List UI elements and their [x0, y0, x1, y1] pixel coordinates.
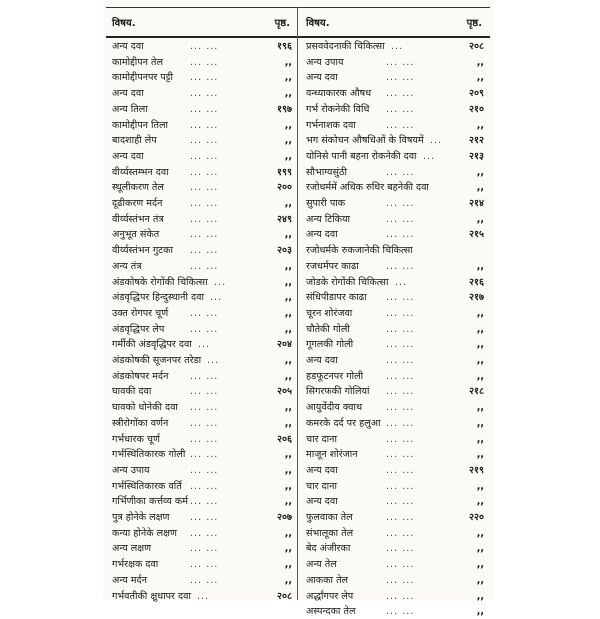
entry-page-number: ,,: [284, 307, 292, 319]
entry-leader-dots: ... ...: [190, 307, 219, 319]
index-entry: [304, 150, 486, 164]
entry-title: अन्य उपाय: [306, 56, 344, 68]
entry-page-number: ,,: [476, 543, 484, 555]
entry-page-number: ,,: [284, 402, 292, 414]
entry-leader-dots: ... ...: [386, 370, 415, 382]
index-entry: [304, 103, 486, 117]
index-entry: [304, 370, 486, 384]
entry-leader-dots: ... ...: [386, 449, 415, 461]
entry-page-number: ,,: [284, 480, 292, 492]
entry-leader-dots: ... ...: [386, 527, 415, 539]
entry-title: जोडके रोगोंकी चिकित्सा: [306, 276, 389, 288]
entry-page-number: ,,: [284, 88, 292, 100]
entry-leader-dots: ... ...: [386, 606, 415, 618]
index-entry: [110, 87, 294, 101]
entry-page-number: ,,: [284, 72, 292, 84]
index-entry: [110, 558, 294, 572]
index-entry: [110, 417, 294, 431]
entry-leader-dots: ... ...: [386, 480, 415, 492]
entry-page-number: ,,: [476, 590, 484, 602]
entry-leader-dots: ... ...: [190, 449, 219, 461]
entry-leader-dots: ... ...: [190, 433, 219, 445]
entry-title: अन्य दवा: [112, 150, 144, 162]
entry-page-number: ,,: [476, 527, 484, 539]
entry-leader-dots: ... ...: [386, 543, 415, 555]
index-entry: [304, 464, 486, 478]
index-entry: [304, 244, 486, 258]
entry-page-number: ,,: [284, 543, 292, 555]
entry-page-number: ,,: [284, 229, 292, 241]
left-subject-heading: विषय.: [112, 18, 136, 29]
entry-title: अन्य मर्दन: [112, 574, 147, 586]
entry-page-number: ,,: [284, 464, 292, 476]
entry-leader-dots: ... ...: [190, 88, 219, 100]
entry-leader-dots: ... ...: [386, 119, 415, 131]
entry-page-number: ,,: [476, 417, 484, 429]
entry-title: अंडवृद्धिपर हिन्दुस्थानी दवा: [112, 292, 204, 304]
entry-title: आयुर्वेदीय क्वाथ: [306, 402, 363, 414]
entry-leader-dots: ...: [210, 292, 223, 304]
index-entry: [304, 134, 486, 148]
entry-page-number: १९७: [277, 103, 292, 115]
entry-leader-dots: ... ...: [386, 229, 415, 241]
entry-page-number: २१९: [469, 464, 484, 476]
entry-leader-dots: ... ...: [190, 480, 219, 492]
entry-page-number: २१६: [469, 276, 484, 288]
entry-title: उक्त रोगपर चूर्ण: [112, 307, 169, 319]
entry-page-number: २१८: [469, 386, 484, 398]
column-divider: [297, 7, 298, 600]
entry-title: अन्य दवा: [306, 464, 338, 476]
entry-title: वीर्य्यस्तंभन गुटका: [112, 245, 173, 257]
entry-title: अन्य तंत्र: [112, 260, 142, 272]
entry-leader-dots: ... ...: [190, 559, 219, 571]
entry-leader-dots: ... ...: [386, 103, 415, 115]
index-entry: [304, 511, 486, 525]
entry-title: अन्य दवा: [306, 229, 338, 241]
entry-page-number: ,,: [476, 355, 484, 366]
entry-page-number: ,,: [476, 119, 484, 131]
entry-title: अन्य दवा: [306, 72, 338, 84]
index-entry: [110, 527, 294, 541]
index-entry: [110, 71, 294, 85]
entry-title: घावको धोनेकी दवा: [112, 402, 178, 414]
entry-leader-dots: ... ...: [386, 496, 415, 508]
entry-title: अंडवृद्धिपर लेप: [112, 323, 165, 335]
entry-leader-dots: ...: [423, 150, 436, 162]
entry-title: पुत्र होनेके लक्षण: [112, 512, 170, 523]
entry-leader-dots: ... ...: [190, 229, 219, 241]
index-entry: [304, 354, 486, 368]
index-entry: [304, 417, 486, 431]
entry-title: चार दाना: [306, 480, 337, 492]
entry-page-number: ,,: [284, 276, 292, 288]
entry-leader-dots: ... ...: [190, 464, 219, 476]
entry-title: फुलवाका तेल: [306, 512, 353, 523]
index-entry: [304, 448, 486, 462]
entry-title: सौभाग्यसुंठी: [306, 166, 348, 178]
index-entry: [304, 260, 486, 274]
entry-title: आकका तेल: [306, 574, 349, 586]
entry-page-number: १९६: [277, 41, 292, 52]
index-entry: [110, 590, 294, 604]
entry-page-number: ,,: [284, 355, 292, 366]
entry-leader-dots: ... ...: [190, 245, 219, 257]
index-entry: [110, 197, 294, 211]
entry-leader-dots: ... ...: [386, 213, 415, 225]
entry-page-number: ,,: [284, 323, 292, 335]
entry-title: अंडकोषपर मर्दन: [112, 370, 169, 382]
entry-title: गर्भवतीकी क्षुधापर दवा: [112, 590, 191, 602]
entry-leader-dots: ... ...: [190, 72, 219, 84]
entry-leader-dots: ... ...: [190, 512, 219, 523]
entry-page-number: ,,: [284, 292, 292, 304]
index-entry: [110, 401, 294, 415]
entry-leader-dots: ... ...: [190, 182, 219, 194]
entry-page-number: २०८: [277, 590, 292, 602]
entry-leader-dots: ... ...: [190, 41, 219, 52]
index-entry: [110, 370, 294, 384]
entry-title: गर्मीकी अंडवृद्धिपर दवा: [112, 339, 192, 351]
entry-leader-dots: ... ...: [190, 496, 219, 508]
index-entry: [110, 448, 294, 462]
index-entry: [110, 433, 294, 447]
right-subject-heading: विषय.: [306, 18, 330, 29]
entry-leader-dots: ... ...: [190, 213, 219, 225]
index-entry: [304, 574, 486, 588]
entry-page-number: २४९: [277, 213, 292, 225]
entry-leader-dots: ... ...: [190, 386, 219, 398]
index-entry: [110, 134, 294, 148]
index-entry: [304, 542, 486, 556]
entry-title: बेद अंजीरका: [306, 543, 351, 555]
index-entry: [304, 480, 486, 494]
entry-page-number: ,,: [476, 166, 484, 178]
entry-leader-dots: ... ...: [190, 260, 219, 272]
entry-leader-dots: ... ...: [386, 166, 415, 178]
entry-title: कामोद्दीपन तेल: [112, 56, 163, 68]
entry-page-number: ,,: [476, 433, 484, 445]
entry-leader-dots: ... ...: [190, 402, 219, 414]
entry-title: सिगरफकी गोलियां: [306, 386, 370, 398]
entry-title: गूगलकी गोली: [306, 339, 354, 351]
entry-title: कन्या होनेके लक्षण: [112, 527, 177, 539]
entry-title: गर्भिणीका कर्त्तव्य कर्म: [112, 496, 188, 508]
entry-leader-dots: ... ...: [386, 386, 415, 398]
entry-leader-dots: ... ...: [386, 355, 415, 366]
entry-page-number: २१७: [469, 292, 484, 304]
entry-title: वीर्य्यस्तंभन तंत्र: [112, 213, 164, 225]
entry-title: गर्भरक्षक दवा: [112, 559, 159, 571]
entry-leader-dots: ... ...: [190, 574, 219, 586]
entry-page-number: ,,: [284, 150, 292, 162]
index-entry: [304, 605, 486, 619]
index-entry: [304, 338, 486, 352]
index-entry: [304, 40, 486, 54]
entry-page-number: २१५: [469, 229, 484, 241]
left-column: [110, 8, 294, 602]
entry-page-number: ,,: [476, 213, 484, 225]
entry-leader-dots: ... ...: [386, 402, 415, 414]
entry-title: स्थूलीकरण तेल: [112, 182, 164, 194]
entry-title: अस्पन्दका तेल: [306, 606, 356, 618]
entry-title: कमरके दर्द पर हलुआ: [306, 417, 381, 429]
entry-title: चूरन शोरंजवा: [306, 307, 353, 319]
entry-title: सुपारी पाक: [306, 198, 346, 209]
index-entry: [110, 307, 294, 321]
entry-leader-dots: ... ...: [386, 559, 415, 571]
entry-leader-dots: ... ...: [386, 464, 415, 476]
right-page-heading: पृष्ठ.: [466, 18, 482, 29]
index-entry: [304, 401, 486, 415]
entry-leader-dots: ... ...: [386, 260, 415, 272]
entry-page-number: ,,: [476, 480, 484, 492]
entry-page-number: २०८: [469, 41, 484, 52]
entry-leader-dots: ... ...: [386, 56, 415, 68]
entry-title: संभालूका तेल: [306, 527, 354, 539]
entry-page-number: ,,: [284, 56, 292, 68]
entry-title: रजोधर्मके रुकजानेकी चिकित्सा: [306, 245, 413, 257]
entry-title: चार दाना: [306, 433, 337, 445]
entry-title: अन्य दवा: [306, 355, 338, 366]
index-entry: [304, 119, 486, 133]
left-column-header: [110, 8, 294, 36]
entry-page-number: २०४: [277, 339, 292, 351]
entry-title: वन्ध्याकारक औषध: [306, 88, 372, 100]
entry-title: कामोद्दीपनपर पट्टी: [112, 72, 174, 84]
entry-title: अन्य लक्षण: [112, 543, 152, 555]
entry-page-number: ,,: [476, 370, 484, 382]
entry-page-number: ,,: [476, 307, 484, 319]
entry-title: चौतेकी गोली: [306, 323, 350, 335]
entry-page-number: २१४: [469, 198, 484, 209]
index-entry: [110, 244, 294, 258]
entry-title: कामोद्दीपन तिला: [112, 119, 168, 131]
entry-page-number: ,,: [476, 496, 484, 508]
entry-leader-dots: ... ...: [190, 543, 219, 555]
entry-leader-dots: ...: [395, 276, 408, 288]
entry-leader-dots: ... ...: [386, 574, 415, 586]
entry-page-number: ,,: [284, 260, 292, 272]
index-entry: [110, 166, 294, 180]
index-entry: [110, 150, 294, 164]
entry-page-number: २०९: [469, 88, 484, 100]
index-entry: [110, 103, 294, 117]
entry-title: अन्य दवा: [112, 41, 144, 52]
entry-title: रजोधर्ममें अधिक रुधिर बहनेकी दवा: [306, 182, 429, 194]
entry-page-number: ,,: [476, 559, 484, 571]
entry-leader-dots: ...: [198, 339, 211, 351]
entry-leader-dots: ...: [430, 135, 443, 147]
index-entry: [110, 119, 294, 133]
index-entry: [304, 166, 486, 180]
entry-page-number: ,,: [284, 135, 292, 147]
entry-leader-dots: ... ...: [190, 166, 219, 178]
entry-leader-dots: ...: [391, 41, 404, 52]
entry-title: वीर्य्यस्तम्भन दवा: [112, 166, 169, 178]
entry-page-number: ,,: [284, 527, 292, 539]
entry-title: अंडकोषके रोगोंकी चिकित्सा: [112, 276, 208, 288]
entry-leader-dots: ...: [207, 355, 220, 366]
index-entry: [110, 56, 294, 70]
index-entry: [304, 433, 486, 447]
right-column: [304, 8, 486, 618]
index-entry: [304, 590, 486, 604]
header-rule: [106, 36, 490, 38]
index-entry: [110, 276, 294, 290]
index-entry: [304, 385, 486, 399]
entry-title: अन्य दवा: [112, 88, 144, 100]
index-entry: [110, 354, 294, 368]
entry-title: गर्भस्थितिकारक गोली: [112, 449, 186, 461]
index-entry: [110, 574, 294, 588]
entry-page-number: ,,: [284, 449, 292, 461]
entry-page-number: २०७: [277, 512, 292, 523]
entry-title: रजधर्मपर काढा: [306, 260, 359, 272]
index-entry: [110, 181, 294, 195]
index-entry: [110, 260, 294, 274]
entry-title: हडफूटनपर गोली: [306, 370, 364, 382]
index-entry: [110, 338, 294, 352]
index-entry: [110, 495, 294, 509]
entry-title: गर्भ रोकनेकी विधि: [306, 103, 370, 115]
entry-page-number: २००: [277, 182, 292, 194]
entry-page-number: २२०: [469, 512, 484, 523]
index-entry: [304, 527, 486, 541]
index-entry: [304, 307, 486, 321]
entry-leader-dots: ... ...: [386, 417, 415, 429]
entry-leader-dots: ... ...: [190, 323, 219, 335]
index-entry: [110, 464, 294, 478]
entry-title: अन्य दवा: [306, 496, 338, 508]
entry-leader-dots: ... ...: [190, 135, 219, 147]
entry-title: बादशाही लेप: [112, 135, 157, 147]
entry-title: माजून शोरंजान: [306, 449, 358, 461]
entry-title: अंडकोषकी सूजनपर तरेडा: [112, 355, 202, 366]
entry-title: घावकी दवा: [112, 386, 152, 398]
index-entry: [304, 56, 486, 70]
index-entry: [110, 213, 294, 227]
entry-leader-dots: ... ...: [386, 292, 415, 304]
entry-title: योनिसे पानी बहना रोकनेकी दवा: [306, 150, 417, 162]
entry-page-number: १९९: [277, 166, 292, 178]
entry-title: अन्य उपाय: [112, 464, 150, 476]
entry-page-number: ,,: [476, 402, 484, 414]
entry-page-number: २०६: [277, 433, 292, 445]
entry-page-number: ,,: [284, 417, 292, 429]
entry-leader-dots: ... ...: [190, 527, 219, 539]
index-entry: [110, 40, 294, 54]
entry-leader-dots: ... ...: [386, 307, 415, 319]
index-entry: [110, 291, 294, 305]
entry-leader-dots: ... ...: [386, 198, 415, 209]
entry-leader-dots: ... ...: [386, 590, 415, 602]
entry-page-number: ,,: [284, 574, 292, 586]
entry-page-number: ,,: [476, 56, 484, 68]
entry-leader-dots: ... ...: [386, 339, 415, 351]
entry-title: दूढीकरण मर्दन: [112, 198, 163, 209]
entry-title: अन्य तेल: [306, 559, 337, 571]
entry-page-number: २०५: [277, 386, 292, 398]
entry-leader-dots: ... ...: [190, 56, 219, 68]
index-entry: [304, 276, 486, 290]
entry-page-number: ,,: [284, 496, 292, 508]
entry-page-number: ,,: [284, 119, 292, 131]
entry-page-number: २१०: [469, 103, 484, 115]
entry-leader-dots: ... ...: [386, 72, 415, 84]
entry-title: भग संकोचन औषधिओं के विषयमें: [306, 135, 424, 147]
entry-page-number: ,,: [476, 182, 484, 194]
entry-title: स्त्रीरोगोंका वर्णन: [112, 417, 169, 429]
entry-leader-dots: ... ...: [386, 323, 415, 335]
index-entry: [304, 323, 486, 337]
index-entry: [304, 213, 486, 227]
entry-title: प्रसववेदनाकी चिकित्सा: [306, 41, 385, 52]
entry-page-number: ,,: [284, 370, 292, 382]
entry-leader-dots: ... ...: [190, 370, 219, 382]
entry-leader-dots: ... ...: [190, 103, 219, 115]
entry-page-number: २१३: [469, 150, 484, 162]
entry-title: अनुभूत संकेत: [112, 229, 160, 241]
entry-page-number: २०३: [277, 245, 292, 257]
index-entry: [110, 542, 294, 556]
left-page-heading: पृष्ठ.: [274, 18, 290, 29]
entry-title: अर्द्धांगपर लेप: [306, 590, 354, 602]
index-entry: [110, 385, 294, 399]
index-entry: [304, 181, 486, 195]
entry-leader-dots: ... ...: [190, 150, 219, 162]
index-entry: [110, 480, 294, 494]
entry-leader-dots: ... ...: [386, 433, 415, 445]
entry-title: गर्भनाशक दवा: [306, 119, 356, 131]
entry-page-number: ,,: [476, 72, 484, 84]
entry-page-number: ,,: [476, 606, 484, 618]
entry-page-number: २१२: [469, 135, 484, 147]
entry-page-number: ,,: [476, 574, 484, 586]
entry-title: अन्य टिकिया: [306, 213, 350, 225]
entry-leader-dots: ...: [214, 276, 227, 288]
entry-leader-dots: ...: [197, 590, 210, 602]
entry-leader-dots: ... ...: [386, 88, 415, 100]
index-entry: [304, 291, 486, 305]
entry-title: गर्भस्थितिकारक वर्ति: [112, 480, 182, 492]
index-entry: [110, 511, 294, 525]
entry-leader-dots: ... ...: [190, 198, 219, 209]
entry-leader-dots: ... ...: [190, 119, 219, 131]
index-entry: [304, 228, 486, 242]
entry-page-number: ,,: [476, 260, 484, 272]
right-column-header: [304, 8, 486, 36]
index-entry: [304, 87, 486, 101]
index-entry: [304, 197, 486, 211]
index-entry: [304, 495, 486, 509]
index-entry: [110, 323, 294, 337]
entry-leader-dots: ... ...: [190, 417, 219, 429]
entry-title: गर्भधारक चूर्ण: [112, 433, 160, 445]
entry-page-number: ,,: [284, 559, 292, 571]
entry-page-number: ,,: [476, 339, 484, 351]
entry-page-number: ,,: [476, 323, 484, 335]
entry-page-number: ,,: [284, 198, 292, 209]
index-entry: [304, 558, 486, 572]
entry-leader-dots: ... ...: [386, 512, 415, 523]
entry-title: अन्य तिला: [112, 103, 148, 115]
index-entry: [110, 228, 294, 242]
entry-page-number: ,,: [476, 449, 484, 461]
index-entry: [304, 71, 486, 85]
entry-title: संधिपीडापर काढा: [306, 292, 367, 304]
